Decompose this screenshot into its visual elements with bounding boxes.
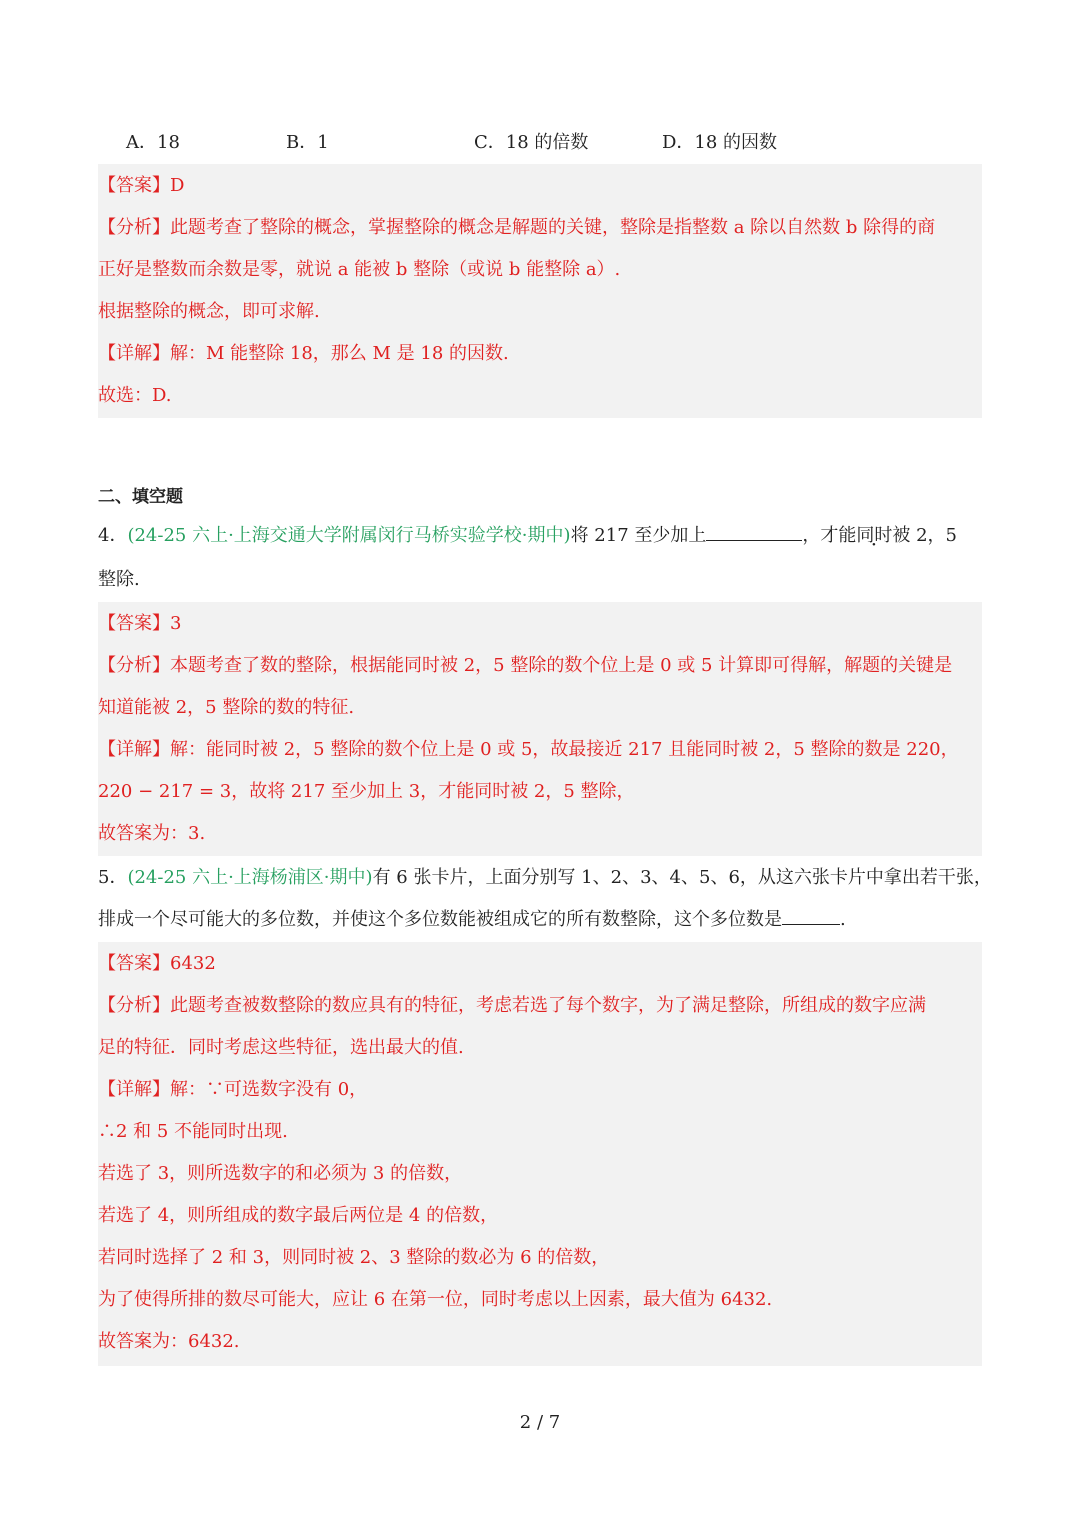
detail-tag: 【详解】 (98, 343, 170, 364)
q4-detail-line-3: 故答案为：3. (98, 823, 206, 844)
answer-tag: 【答案】 (98, 613, 170, 634)
q4-detail-line-2: 220 − 217 = 3，故将 217 至少加上 3，才能同时被 2，5 整除， (98, 781, 635, 802)
q3-analysis-line-1 (98, 212, 935, 244)
q3-analysis-line-3: 根据整除的概念，即可求解. (98, 301, 320, 322)
analysis-tag: 【分析】 (98, 995, 170, 1016)
q5-detail-line-1 (98, 1074, 367, 1106)
analysis-text: 本题考查了数的整除，根据能同时被 2，5 整除的数个位上是 0 或 5 计算即可得解，解题的关键是 (170, 655, 953, 676)
analysis-tag: 【分析】 (98, 217, 170, 238)
question-text: 将 217 至少加上 (570, 525, 707, 546)
question-text: ，才能 (802, 525, 857, 546)
q3-option-b: B．1 (286, 132, 329, 153)
q5-answer-line (98, 948, 216, 980)
q3-solution-box (98, 164, 982, 418)
analysis-text: 此题考查被数整除的数应具有的特征，考虑若选了每个数字，为了满足整除，所组成的数字应满 (170, 995, 926, 1016)
question-text: 有 6 张卡片，上面分别写 1、2、3、4、5、6，从这六张卡片中拿出若干张， (372, 867, 992, 888)
answer-value: 3 (170, 613, 182, 634)
q5-detail-line-2: ∴2 和 5 不能同时出现. (98, 1121, 288, 1142)
q5-detail-line-4: 若选了 4，则所组成的数字最后两位是 4 的倍数， (98, 1205, 499, 1226)
detail-text: 解：M 能整除 18，那么 M 是 18 的因数. (170, 343, 509, 364)
section-title: 二、填空题 (98, 487, 183, 507)
question-text: 排成一个尽可能大的多位数，并使这个多位数能被组成它的所有数整除，这个多位数是 (98, 909, 782, 930)
q5-question-line-1 (98, 862, 992, 894)
q4-analysis-line-1 (98, 650, 952, 682)
detail-text: 解：∵可选数字没有 0， (170, 1079, 368, 1100)
q5-analysis-line-1 (98, 990, 926, 1022)
q3-detail-line-2: 故选：D. (98, 385, 172, 406)
q3-detail-line-1 (98, 338, 509, 370)
q5-solution-box (98, 942, 982, 1366)
q5-analysis-line-2: 足的特征．同时考虑这些特征，选出最大的值. (98, 1037, 464, 1058)
emphasis-text: 同时 (856, 525, 893, 546)
question-number: 5． (98, 867, 128, 888)
question-source: (24-25 六上·上海杨浦区·期中) (127, 867, 373, 888)
analysis-text: 此题考查了整除的概念，掌握整除的概念是解题的关键，整除是指整数 a 除以自然数 b 除得的商 (170, 217, 936, 238)
q5-detail-line-7: 故答案为：6432. (98, 1331, 240, 1352)
answer-value: D (170, 175, 185, 196)
q4-solution-box (98, 602, 982, 856)
answer-tag: 【答案】 (98, 953, 170, 974)
question-text: 被 2，5 (892, 525, 958, 546)
detail-text: 解：能同时被 2，5 整除的数个位上是 0 或 5，故最接近 217 且能同时被 2，5 整除的数是 220， (170, 739, 959, 760)
detail-tag: 【详解】 (98, 739, 170, 760)
q5-detail-line-6: 为了使得所排的数尽可能大，应让 6 在第一位，同时考虑以上因素，最大值为 6432. (98, 1289, 773, 1310)
q5-detail-line-5: 若同时选择了 2 和 3，则同时被 2、3 整除的数必为 6 的倍数， (98, 1247, 610, 1268)
q3-option-d: D．18 的因数 (662, 132, 778, 153)
q3-analysis-line-2: 正好是整数而余数是零，就说 a 能被 b 整除（或说 b 能整除 a）. (98, 259, 621, 280)
q5-question-line-2 (98, 904, 846, 936)
answer-tag: 【答案】 (98, 175, 170, 196)
answer-blank[interactable] (706, 520, 802, 541)
question-source: (24-25 六上·上海交通大学附属闵行马桥实验学校·期中) (127, 525, 571, 546)
q3-option-c: C．18 的倍数 (474, 132, 589, 153)
question-text: . (840, 909, 846, 930)
page-number: 2 / 7 (519, 1412, 561, 1433)
q4-question-line-2: 整除. (98, 569, 140, 590)
question-number: 4． (98, 525, 128, 546)
q4-detail-line-1 (98, 734, 959, 766)
q4-question-line-1 (98, 520, 957, 552)
q4-analysis-line-2: 知道能被 2，5 整除的数的特征. (98, 697, 355, 718)
q3-answer-line (98, 170, 184, 202)
analysis-tag: 【分析】 (98, 655, 170, 676)
q3-options (126, 128, 926, 158)
answer-value: 6432 (170, 953, 216, 974)
answer-blank[interactable] (782, 904, 840, 925)
detail-tag: 【详解】 (98, 1079, 170, 1100)
q3-option-a: A．18 (126, 132, 180, 153)
q4-answer-line (98, 608, 181, 640)
q5-detail-line-3: 若选了 3，则所选数字的和必须为 3 的倍数， (98, 1163, 463, 1184)
